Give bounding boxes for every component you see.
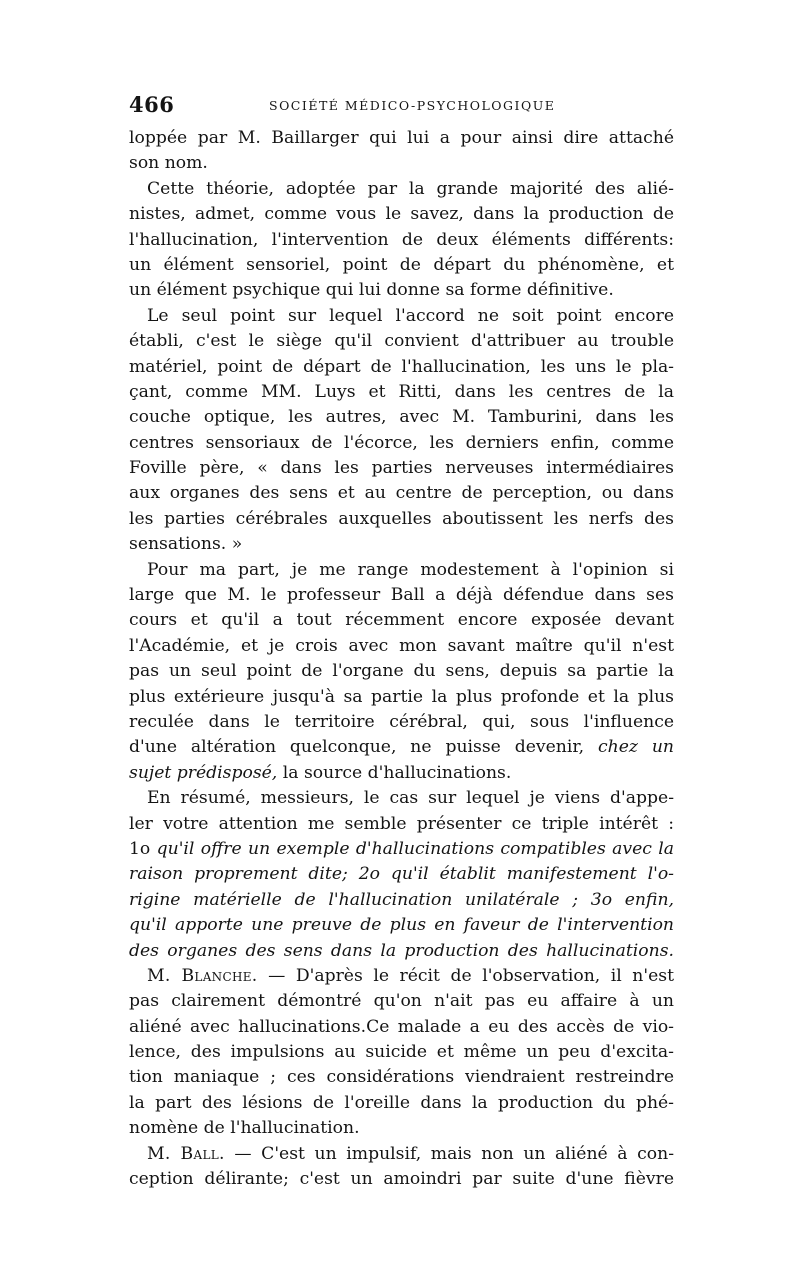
text-line: son nom. [129,153,208,174]
text-line [129,761,674,786]
text-line: établi, c'est le siège qu'il convient d'attribuer au trouble [129,331,674,352]
paragraph-first-line: En résumé, messieurs, le cas sur lequel je viens d'appe- [147,788,674,809]
text-line: Foville père, « dans les parties nerveuses intermédiaires [129,458,674,479]
text-segment: la source d'hallucinations. [282,762,512,783]
text-line: ler votre attention me semble présenter ce triple intérêt : [129,813,674,834]
text-line: çant, comme MM. Luys et Ritti, dans les centres de la [129,381,674,402]
paragraph-first-line: Le seul point sur lequel l'accord ne soit point encore [147,305,674,326]
text-line: ception délirante; c'est un amoindri par suite d'une fièvre [129,1169,674,1190]
text-line: l'Académie, et je crois avec mon savant maître qu'il n'est [129,635,674,656]
text-line: pas un seul point de l'organe du sens, depuis sa partie la [129,661,674,682]
text-line: cours et qu'il a tout récemment encore exposée devant [129,610,674,631]
text-line: loppée par M. Baillarger qui lui a pour ainsi dire attaché [129,128,674,148]
text-line: nistes, admet, comme vous le savez, dans la production de [129,204,674,225]
text-segment: — D'après le récit de l'observation, il n'est [268,965,674,986]
page-header [129,92,674,118]
text-line: lence, des impulsions au suicide et même un peu d'excita- [129,1042,674,1063]
text-line: un élément psychique qui lui donne sa forme définitive. [129,280,614,301]
text-line: sensations. » [129,534,243,555]
text-segment: 1o [129,838,151,859]
italic-line: qu'il apporte une preuve de plus en faveur de l'intervention [129,915,674,936]
speaker-line [129,964,674,989]
text-line [129,735,674,760]
text-line: couche optique, les autres, avec M. Tamburini, dans les [129,407,674,428]
speaker-line [129,1142,674,1167]
body-text [129,126,674,1192]
paragraph-first-line: Pour ma part, je me range modestement à l'opinion si [147,559,674,580]
text-segment: — C'est un impulsif, mais non un aliéné à con- [234,1143,674,1164]
text-line: plus extérieure jusqu'à sa partie la plus profonde et la plus [129,686,674,707]
running-title: SOCIÉTÉ MÉDICO-PSYCHOLOGIQUE [269,98,556,113]
text-line: matériel, point de départ de l'hallucination, les uns le pla- [129,356,674,377]
text-line: la part des lésions de l'oreille dans la production du phé- [129,1092,674,1113]
paragraph-first-line: Cette théorie, adoptée par la grande majorité des alié- [147,178,674,199]
text-line [129,837,674,862]
italic-line: des organes des sens dans la production des hallucinations. [129,940,674,961]
text-line: l'hallucination, l'intervention de deux éléments différents: [129,229,674,250]
page-number: 466 [129,92,175,117]
text-line: aliéné avec hallucinations.Ce malade a eu des accès de vio- [129,1016,674,1037]
text-line: large que M. le professeur Ball a déjà défendue dans ses [129,585,674,606]
text-line: un élément sensoriel, point de départ du phénomène, et [129,254,674,275]
text-segment: d'une altération quelconque, ne puisse devenir, [129,737,585,758]
text-line: les parties cérébrales auxquelles aboutissent les nerfs des [129,508,674,529]
text-line: nomène de l'hallucination. [129,1118,360,1139]
italic-segment: chez un [598,737,674,758]
text-line: tion maniaque ; ces considérations viendraient restreindre [129,1067,674,1088]
italic-segment: qu'il offre un exemple d'hallucinations compatibles avec la [156,838,674,859]
text-line: aux organes des sens et au centre de perception, ou dans [129,483,674,504]
text-line: centres sensoriaux de l'écorce, les derniers enfin, comme [129,432,674,453]
text-line: pas clairement démontré qu'on n'ait pas eu affaire à un [129,991,674,1012]
italic-line: rigine matérielle de l'hallucination unilatérale ; 3o enfin, [129,889,674,910]
text-line: reculée dans le territoire cérébral, qui, sous l'influence [129,711,674,732]
italic-segment: sujet prédisposé, [129,762,278,783]
speaker-name: M. Ball. [147,1143,225,1164]
speaker-name: M. Blanche. [147,965,258,986]
italic-line: raison proprement dite; 2o qu'il établit manifestement l'o- [129,864,674,885]
